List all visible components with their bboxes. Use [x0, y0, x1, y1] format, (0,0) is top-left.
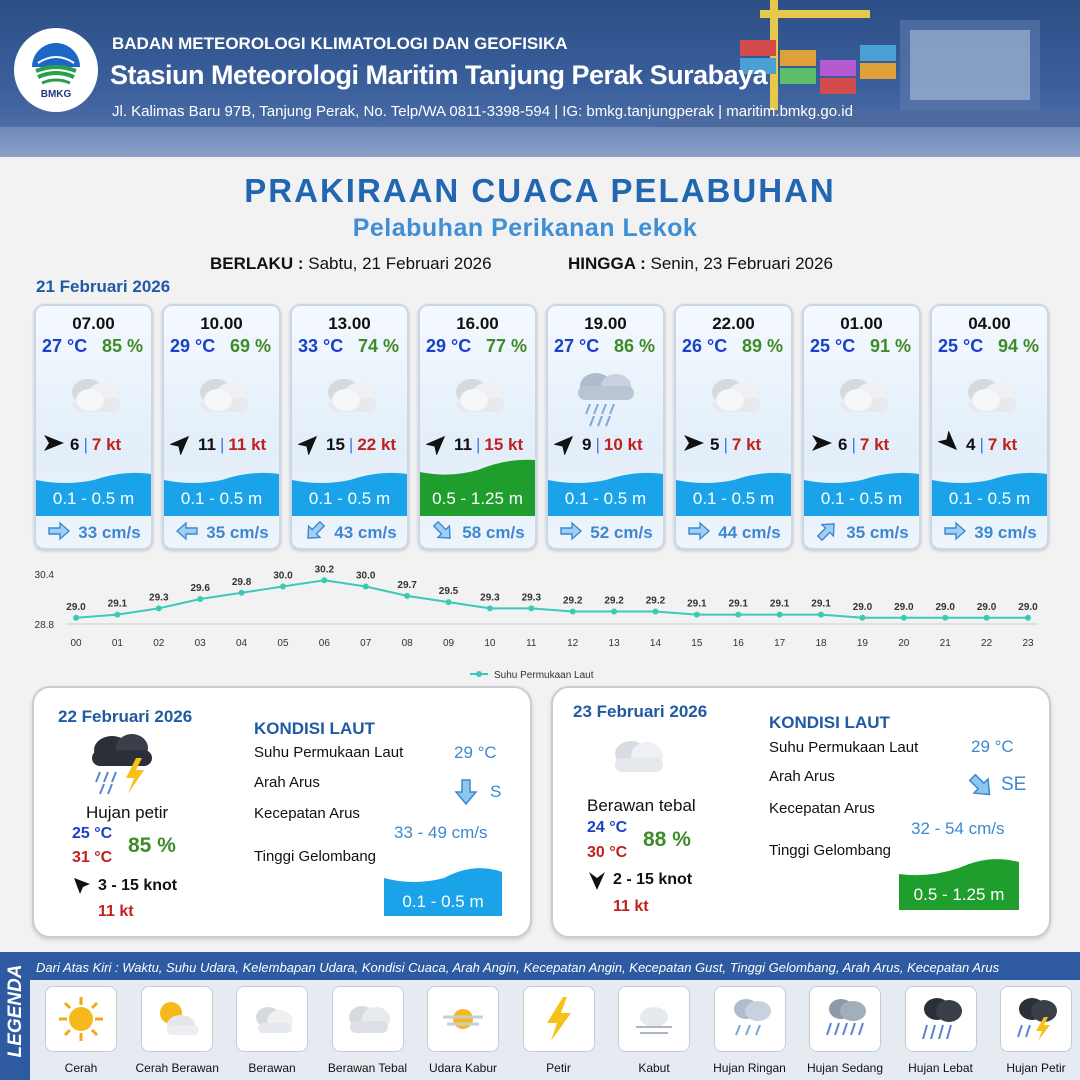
day2-wave-label: Tinggi Gelombang	[254, 848, 377, 865]
card-wind	[554, 434, 664, 456]
valid-to-label: HINGGA :	[568, 254, 646, 273]
legend-item-label: Berawan	[248, 1061, 296, 1075]
card-current	[420, 516, 535, 550]
day3-sst-label: Suhu Permukaan Laut	[769, 739, 919, 756]
legend-item-label: Hujan Lebat	[908, 1061, 973, 1075]
forecast-card	[802, 304, 921, 550]
day3-temp-min: 24 °C	[587, 819, 628, 836]
card-separator: |	[475, 435, 481, 454]
day3-dir-label: Arah Arus	[769, 768, 835, 785]
legend-item-cerah	[40, 986, 122, 1075]
card-gust: 7 kt	[91, 435, 122, 454]
hujan-petir-icon	[1000, 986, 1072, 1052]
card-current-speed: 39 cm/s	[974, 523, 1037, 542]
day3-sst-value: 29 °C	[971, 737, 1014, 756]
day3-speed-label: Kecepatan Arus	[769, 800, 875, 817]
card-wave-height: 0.1 - 0.5 m	[308, 489, 391, 508]
card-wave-height: 0.1 - 0.5 m	[180, 489, 263, 508]
card-temperature: 25 °C	[938, 336, 984, 356]
station-address: Jl. Kalimas Baru 97B, Tanjung Perak, No. Telp/WA 0811-3398-594 | IG: bmkg.tanjungperak | maritim.bmkg.go.id	[112, 103, 853, 120]
sst-data-label: 29.0	[1018, 601, 1038, 613]
card-temperature: 29 °C	[426, 336, 472, 356]
card-wave-height: 0.1 - 0.5 m	[820, 489, 903, 508]
card-wind	[810, 434, 920, 456]
card-current	[804, 516, 919, 550]
card-current-speed: 58 cm/s	[462, 523, 525, 542]
legend	[0, 952, 1080, 1080]
valid-from-label: BERLAKU :	[210, 254, 304, 273]
sst-data-label: 29.2	[645, 595, 666, 607]
card-temperature: 27 °C	[42, 336, 88, 356]
sst-point	[114, 612, 120, 618]
x-tick-label: 13	[608, 638, 620, 649]
day2-date: 22 Februari 2026	[58, 707, 193, 726]
card-wind	[42, 434, 152, 456]
sst-point	[239, 590, 245, 596]
current-arrow-icon	[430, 521, 462, 546]
current-arrow-icon	[942, 521, 974, 546]
card-wave-height: 0.1 - 0.5 m	[564, 489, 647, 508]
card-current	[932, 516, 1047, 550]
valid-from	[210, 254, 492, 274]
card-separator: |	[979, 435, 984, 454]
day3-date: 23 Februari 2026	[573, 702, 708, 721]
card-time: 16.00	[456, 314, 499, 333]
card-humidity: 91 %	[869, 336, 911, 356]
card-humidity: 69 %	[229, 336, 271, 356]
legend-item-label: Cerah	[64, 1061, 98, 1075]
sst-data-label: 29.3	[521, 592, 542, 604]
card-wave-height: 0.1 - 0.5 m	[692, 489, 775, 508]
forecast-card	[930, 304, 1049, 550]
legend-item-label: Hujan Sedang	[806, 1061, 884, 1075]
forecast-card	[34, 304, 153, 550]
day3-panel	[551, 686, 1051, 938]
x-tick-label: 06	[318, 638, 330, 649]
day3-wind-arrow-icon	[587, 870, 607, 892]
card-temperature: 27 °C	[554, 336, 600, 356]
sst-data-label: 29.3	[480, 592, 500, 604]
sst-data-label: 29.0	[894, 601, 914, 613]
legend-item-label: Berawan Tebal	[327, 1061, 408, 1075]
day2-dir-value: S	[490, 782, 502, 801]
sst-data-label: 29.2	[562, 595, 583, 607]
current-arrow-icon	[174, 521, 206, 546]
legend-label: Suhu Permukaan Laut	[494, 670, 594, 681]
day2-speed-label: Kecepatan Arus	[254, 805, 360, 822]
day2-condition: Hujan petir	[86, 803, 169, 822]
x-tick-label: 09	[442, 638, 455, 649]
sst-point	[570, 609, 576, 615]
day3-humidity: 88 %	[643, 828, 691, 851]
day3-wind-speed: 2 - 15 knot	[613, 871, 693, 888]
forecast-card	[546, 304, 665, 550]
sst-point	[321, 577, 327, 583]
x-tick-label: 23	[1022, 638, 1034, 649]
x-tick-label: 16	[732, 638, 744, 649]
banner-floor	[0, 127, 1080, 157]
cloudy-icon	[694, 368, 774, 428]
logo-text: BMKG	[40, 88, 72, 100]
current-arrow-icon	[814, 521, 846, 546]
sst-point	[363, 584, 369, 590]
card-wind-speed: 5	[710, 435, 720, 454]
valid-to	[568, 254, 833, 274]
x-tick-label: 05	[277, 638, 289, 649]
wind-arrow-icon	[938, 431, 962, 460]
overcast-icon	[605, 732, 671, 782]
org-name: BADAN METEOROLOGI KLIMATOLOGI DAN GEOFISIKA	[112, 34, 568, 53]
day2-sst-label: Suhu Permukaan Laut	[254, 744, 404, 761]
day2-temp-max: 31 °C	[72, 849, 113, 866]
card-time: 10.00	[200, 314, 243, 333]
sst-data-label: 29.0	[976, 601, 997, 613]
day2-wind-speed: 3 - 15 knot	[98, 877, 178, 894]
x-tick-label: 12	[567, 638, 579, 649]
x-tick-label: 14	[649, 638, 662, 649]
sst-point	[777, 612, 783, 618]
cloudy-icon	[950, 368, 1030, 428]
legend-item-hujan-lebat	[900, 986, 982, 1075]
valid-from-value: Sabtu, 21 Februari 2026	[308, 254, 492, 273]
cloudy-icon	[310, 368, 390, 428]
card-humidity: 89 %	[741, 336, 783, 356]
day3-wave-value: 0.5 - 1.25 m	[913, 885, 1005, 904]
sst-data-label: 29.7	[397, 579, 417, 591]
day2-wind-arrow-icon	[72, 876, 92, 896]
cerah-berawan-icon	[141, 986, 213, 1052]
card-temperature: 29 °C	[170, 336, 216, 356]
card-gust: 22 kt	[357, 435, 397, 454]
sst-data-label: 29.3	[149, 592, 169, 604]
card-humidity: 86 %	[613, 336, 655, 356]
day2-speed-value: 33 - 49 cm/s	[394, 823, 488, 842]
sst-chart	[30, 562, 1060, 682]
x-tick-label: 07	[360, 638, 372, 649]
day2-wave-value: 0.1 - 0.5 m	[402, 892, 484, 911]
sst-point	[611, 609, 617, 615]
card-gust: 11 kt	[228, 435, 267, 454]
card-time: 01.00	[840, 314, 883, 333]
day3-kondisi-title: KONDISI LAUT	[769, 713, 890, 732]
legend-item-cerah-berawan	[136, 986, 218, 1075]
petir-icon	[523, 986, 595, 1052]
wind-arrow-icon	[426, 431, 450, 460]
card-separator: |	[723, 435, 728, 454]
udara-kabur-icon	[427, 986, 499, 1052]
berawan-tebal-icon	[332, 986, 404, 1052]
legend-item-berawan-tebal	[327, 986, 409, 1075]
sst-data-label: 29.5	[438, 586, 459, 598]
wind-arrow-icon	[682, 431, 706, 460]
card-humidity: 85 %	[101, 336, 143, 356]
card-wave-height: 0.1 - 0.5 m	[52, 489, 135, 508]
sst-series-line	[76, 580, 1028, 618]
hujan-sedang-icon	[809, 986, 881, 1052]
x-tick-label: 03	[194, 638, 206, 649]
sst-point	[818, 612, 824, 618]
card-current-speed: 35 cm/s	[846, 523, 909, 542]
day3-condition: Berawan tebal	[587, 796, 696, 815]
x-tick-label: 02	[153, 638, 165, 649]
legend-item-label: Udara Kabur	[428, 1061, 498, 1075]
card-temperature: 33 °C	[298, 336, 344, 356]
card-current-speed: 35 cm/s	[206, 523, 269, 542]
cloudy-icon	[438, 368, 518, 428]
sst-data-label: 29.2	[604, 595, 624, 607]
card-wind	[170, 434, 280, 456]
card-wind-speed: 9	[582, 435, 592, 454]
legend-side-label: LEGENDA	[5, 964, 26, 1058]
sst-point	[694, 612, 700, 618]
x-tick-label: 11	[526, 638, 537, 649]
day2-current-arrow-icon	[454, 778, 478, 806]
card-wave-height: 0.5 - 1.25 m	[432, 489, 523, 508]
card-gust: 7 kt	[859, 435, 890, 454]
card-gust: 15 kt	[484, 435, 524, 454]
card-separator: |	[219, 435, 225, 454]
sst-data-label: 29.0	[66, 601, 86, 613]
valid-to-value: Senin, 23 Februari 2026	[650, 254, 833, 273]
x-tick-label: 17	[774, 638, 786, 649]
card-current	[548, 516, 663, 550]
card-wave-height: 0.1 - 0.5 m	[948, 489, 1031, 508]
day3-temp-max: 30 °C	[587, 844, 628, 861]
day1-date: 21 Februari 2026	[36, 277, 171, 296]
card-wind-speed: 6	[838, 435, 848, 454]
current-arrow-icon	[558, 521, 590, 546]
card-current	[292, 516, 407, 550]
current-arrow-icon	[302, 521, 334, 546]
x-tick-label: 01	[111, 638, 123, 649]
card-humidity: 77 %	[485, 336, 527, 356]
x-tick-label: 18	[815, 638, 827, 649]
legend-item-berawan	[231, 986, 313, 1075]
hujan-ringan-icon	[714, 986, 786, 1052]
card-humidity: 94 %	[997, 336, 1039, 356]
sst-point	[446, 599, 452, 605]
card-temperature: 26 °C	[682, 336, 728, 356]
legend-item-kabut	[613, 986, 695, 1075]
day3-dir-value: SE	[1001, 774, 1027, 795]
legend-item-label: Petir	[546, 1061, 571, 1075]
card-time: 07.00	[72, 314, 115, 333]
sst-data-label: 29.1	[107, 598, 128, 610]
x-tick-label: 21	[939, 638, 951, 649]
forecast-card	[162, 304, 281, 550]
x-tick-label: 22	[981, 638, 993, 649]
sst-data-label: 29.0	[935, 601, 955, 613]
cloudy-icon	[822, 368, 902, 428]
light-rain-icon	[566, 368, 646, 428]
x-tick-label: 20	[898, 638, 910, 649]
card-current-speed: 43 cm/s	[334, 523, 397, 542]
card-wind-speed: 15	[326, 435, 345, 454]
bmkg-logo	[14, 28, 98, 112]
x-tick-label: 08	[401, 638, 413, 649]
sst-point	[942, 615, 948, 621]
sst-point	[1025, 615, 1031, 621]
card-separator: |	[595, 435, 600, 454]
sst-point	[197, 596, 203, 602]
day3-gust: 11 kt	[613, 898, 649, 915]
card-separator: |	[851, 435, 856, 454]
berawan-icon	[236, 986, 308, 1052]
legend-item-udara-kabur	[422, 986, 504, 1075]
sst-data-label: 29.0	[852, 601, 873, 613]
legend-item-label: Hujan Petir	[1006, 1061, 1066, 1075]
card-separator: |	[83, 435, 88, 454]
sst-data-label: 29.1	[769, 598, 790, 610]
forecast-card	[418, 304, 537, 550]
legend-marker	[476, 671, 482, 677]
card-wind-speed: 11	[454, 435, 472, 454]
sst-data-label: 29.6	[190, 583, 210, 594]
sst-point	[73, 615, 79, 621]
sst-point	[156, 605, 162, 611]
card-current	[164, 516, 279, 550]
cloudy-icon	[54, 368, 134, 428]
card-gust: 10 kt	[603, 435, 643, 454]
day2-gust: 11 kt	[98, 903, 134, 920]
sst-data-label: 30.0	[273, 570, 293, 582]
legend-item-hujan-sedang	[804, 986, 886, 1075]
card-time: 13.00	[328, 314, 371, 333]
cerah-icon	[45, 986, 117, 1052]
sst-point	[901, 615, 907, 621]
card-separator: |	[348, 435, 354, 454]
card-gust: 7 kt	[731, 435, 762, 454]
legend-item-hujan-petir	[995, 986, 1077, 1075]
card-wind-speed: 11	[198, 435, 216, 454]
card-wind	[426, 434, 536, 456]
sst-point	[984, 615, 990, 621]
sst-point	[652, 609, 658, 615]
sst-point	[404, 593, 410, 599]
wind-arrow-icon	[298, 431, 322, 460]
day2-sst-value: 29 °C	[454, 743, 497, 762]
sst-point	[280, 584, 286, 590]
card-humidity: 74 %	[357, 336, 399, 356]
current-arrow-icon	[686, 521, 718, 546]
day2-dir-label: Arah Arus	[254, 774, 320, 791]
sst-data-label: 29.8	[231, 576, 252, 588]
card-wind-speed: 6	[70, 435, 80, 454]
card-current	[36, 516, 151, 550]
card-time: 22.00	[712, 314, 755, 333]
day2-panel	[32, 686, 532, 938]
card-current-speed: 33 cm/s	[78, 523, 141, 542]
y-tick-label: 30.4	[34, 570, 54, 581]
sst-point	[528, 605, 534, 611]
legend-item-label: Hujan Ringan	[713, 1061, 786, 1075]
card-wind	[682, 434, 792, 456]
page-title: PRAKIRAAN CUACA PELABUHAN	[244, 172, 836, 209]
page-subtitle: Pelabuhan Perikanan Lekok	[352, 214, 698, 242]
card-gust: 7 kt	[987, 435, 1018, 454]
day2-humidity: 85 %	[128, 834, 176, 857]
legend-item-hujan-ringan	[709, 986, 791, 1075]
card-wind	[938, 434, 1048, 456]
wind-arrow-icon	[42, 431, 66, 460]
wind-arrow-icon	[170, 431, 194, 460]
x-tick-label: 10	[484, 638, 496, 649]
sst-data-label: 29.1	[811, 598, 831, 610]
x-tick-label: 15	[691, 638, 703, 649]
x-tick-label: 00	[70, 638, 82, 649]
station-name: Stasiun Meteorologi Maritim Tanjung Perak Surabaya	[110, 60, 768, 90]
day2-temp-min: 25 °C	[72, 825, 113, 842]
card-time: 04.00	[968, 314, 1011, 333]
thunderstorm-icon	[82, 728, 162, 800]
hujan-lebat-icon	[905, 986, 977, 1052]
cloudy-icon	[182, 368, 262, 428]
sst-data-label: 29.1	[728, 598, 748, 610]
card-wind	[298, 434, 408, 456]
card-temperature: 25 °C	[810, 336, 856, 356]
sst-data-label: 29.1	[687, 598, 707, 610]
current-arrow-icon	[46, 521, 78, 546]
card-current	[676, 516, 791, 550]
card-time: 19.00	[584, 314, 627, 333]
day3-current-arrow-icon	[967, 772, 995, 800]
sst-data-label: 30.2	[314, 564, 335, 576]
bmkg-logo-icon	[28, 41, 84, 87]
legend-item-label: Cerah Berawan	[135, 1061, 219, 1075]
legend-side	[0, 952, 30, 1080]
x-tick-label: 19	[856, 638, 868, 649]
sst-point	[859, 615, 865, 621]
legend-item-label: Kabut	[638, 1061, 670, 1075]
day2-kondisi-title: KONDISI LAUT	[254, 719, 375, 738]
sst-point	[487, 605, 493, 611]
wind-arrow-icon	[810, 431, 834, 460]
legend-description: Dari Atas Kiri : Waktu, Suhu Udara, Kelembapan Udara, Kondisi Cuaca, Arah Angin, Kecepatan Angin, Kecepatan Gust, Tinggi Gelombang, Arah Arus, Kecepatan Arus	[36, 960, 1000, 975]
legend-item-petir	[518, 986, 600, 1075]
x-tick-label: 04	[236, 638, 248, 649]
forecast-card	[290, 304, 409, 550]
sst-data-label: 30.0	[356, 570, 376, 582]
forecast-card	[674, 304, 793, 550]
day3-speed-value: 32 - 54 cm/s	[911, 819, 1005, 838]
card-wind-speed: 4	[966, 435, 976, 454]
sst-point	[735, 612, 741, 618]
card-current-speed: 52 cm/s	[590, 523, 653, 542]
wind-arrow-icon	[554, 431, 578, 460]
card-current-speed: 44 cm/s	[718, 523, 781, 542]
kabut-icon	[618, 986, 690, 1052]
y-tick-label: 28.8	[34, 620, 54, 631]
day3-wave-label: Tinggi Gelombang	[769, 842, 892, 859]
